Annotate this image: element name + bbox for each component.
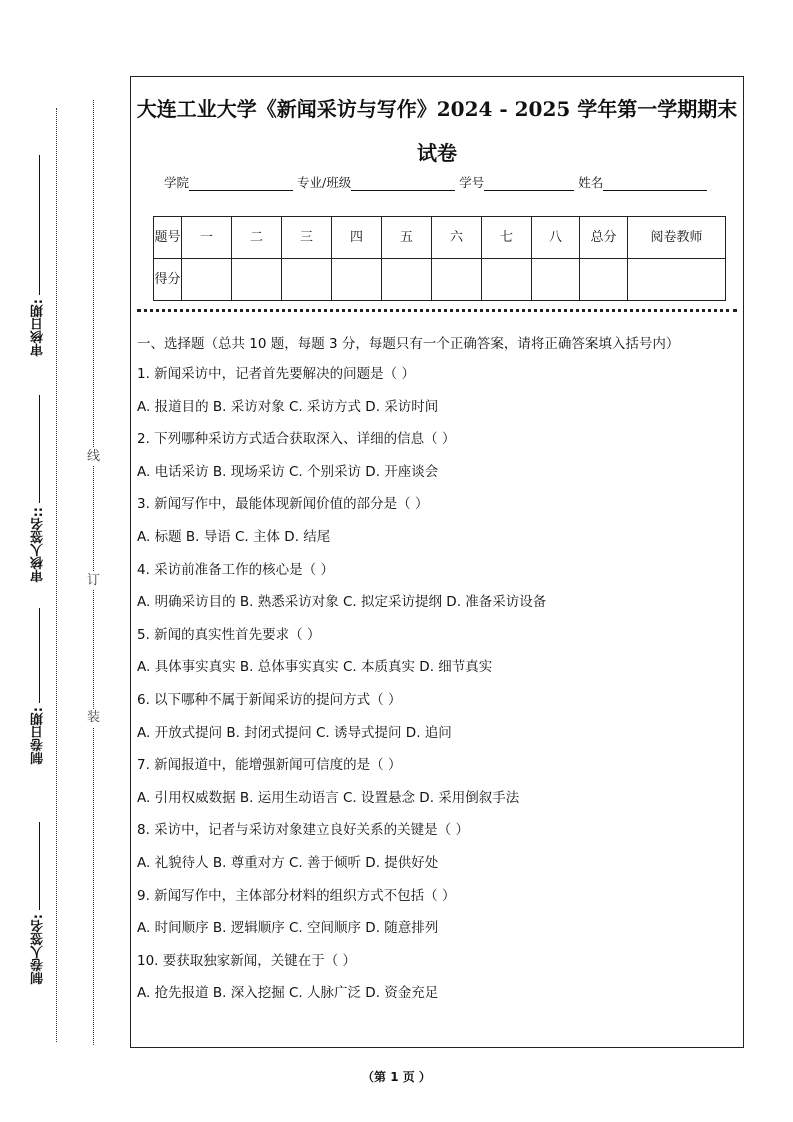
question-8: 8. 采访中，记者与采访对象建立良好关系的关键是（ ）	[137, 822, 469, 839]
header-cell-2: 二	[232, 217, 282, 259]
name-input[interactable]	[603, 176, 707, 191]
college-input[interactable]	[189, 176, 293, 191]
question-2-options: A. 电话采访 B. 现场采访 C. 个别采访 D. 开座谈会	[137, 463, 439, 480]
score-cell[interactable]	[282, 259, 332, 301]
question-5-options: A. 具体事实真实 B. 总体事实真实 C. 本质真实 D. 细节真实	[137, 659, 493, 676]
review-date-field	[28, 155, 50, 356]
score-row-label: 得分	[154, 259, 182, 301]
question-2: 2. 下列哪种采访方式适合获取深入、详细的信息（ ）	[137, 431, 456, 448]
question-4-options: A. 明确采访目的 B. 熟悉采访对象 C. 拟定采访提纲 D. 准备采访设备	[137, 594, 547, 611]
score-cell-total[interactable]	[580, 259, 628, 301]
review-date-line	[39, 155, 40, 295]
question-1-options: A. 报道目的 B. 采访对象 C. 采访方式 D. 采访时间	[137, 398, 439, 415]
paper-maker-signature-line	[39, 822, 40, 910]
header-cell-6: 六	[432, 217, 482, 259]
header-cell-question-no: 题号	[154, 217, 182, 259]
question-9-options: A. 时间顺序 B. 逻辑顺序 C. 空间顺序 D. 随意排列	[137, 920, 439, 937]
question-10-options: A. 抢先报道 B. 深入挖掘 C. 人脉广泛 D. 资金充足	[137, 985, 439, 1002]
header-cell-7: 七	[482, 217, 532, 259]
question-7: 7. 新闻报道中，能增强新闻可信度的是（ ）	[137, 757, 402, 774]
review-date-label: 审核日期:	[31, 299, 46, 357]
question-10: 10. 要获取独家新闻，关键在于（ ）	[137, 952, 357, 969]
major-class-input[interactable]	[351, 176, 455, 191]
student-id-input[interactable]	[484, 176, 574, 191]
header-cell-total: 总分	[580, 217, 628, 259]
header-cell-1: 一	[182, 217, 232, 259]
binding-label-xian: 线	[87, 449, 101, 464]
question-3: 3. 新闻写作中，最能体现新闻价值的部分是（ ）	[137, 496, 429, 513]
score-cell[interactable]	[432, 259, 482, 301]
major-class-label: 专业/班级	[297, 175, 352, 190]
question-7-options: A. 引用权威数据 B. 运用生动语言 C. 设置悬念 D. 采用倒叙手法	[137, 789, 520, 806]
reviewer-signature-field	[28, 395, 50, 582]
paper-date-field	[28, 608, 50, 764]
question-5: 5. 新闻的真实性首先要求（ ）	[137, 626, 321, 643]
score-table	[153, 216, 726, 301]
score-cell[interactable]	[332, 259, 382, 301]
header-cell-8: 八	[532, 217, 580, 259]
page-number: （第 1 页 ）	[362, 1070, 431, 1084]
section-multiple-choice	[137, 333, 737, 1015]
header-cell-3: 三	[282, 217, 332, 259]
student-info-row	[164, 173, 724, 191]
college-label: 学院	[164, 175, 190, 190]
name-label: 姓名	[578, 175, 604, 190]
score-cell[interactable]	[482, 259, 532, 301]
binding-label-zhuang: 装	[87, 710, 101, 725]
score-cell[interactable]	[532, 259, 580, 301]
score-table-score-row	[154, 259, 726, 301]
score-cell[interactable]	[382, 259, 432, 301]
section-heading: 一、选择题（总共 10 题，每题 3 分，每题只有一个正确答案，请将正确答案填入括号内）	[137, 336, 680, 352]
score-cell[interactable]	[182, 259, 232, 301]
score-table-header-row	[154, 217, 726, 259]
header-cell-grader: 阅卷教师	[628, 217, 726, 259]
question-6: 6. 以下哪种不属于新闻采访的提问方式（ ）	[137, 691, 402, 708]
question-6-options: A. 开放式提问 B. 封闭式提问 C. 诱导式提问 D. 追问	[137, 724, 452, 741]
score-cell-grader[interactable]	[628, 259, 726, 301]
reviewer-signature-label: 审核人签名::	[31, 507, 46, 583]
header-cell-4: 四	[332, 217, 382, 259]
question-8-options: A. 礼貌待人 B. 尊重对方 C. 善于倾听 D. 提供好处	[137, 854, 439, 871]
question-4: 4. 采访前准备工作的核心是（ ）	[137, 561, 334, 578]
question-1: 1. 新闻采访中，记者首先要解决的问题是（ ）	[137, 366, 415, 382]
reviewer-signature-line	[39, 395, 40, 503]
exam-title: 大连工业大学《新闻采访与写作》2024 - 2025 学年第一学期期末试卷	[136, 97, 738, 165]
binding-label-ding: 订	[87, 573, 101, 588]
question-9: 9. 新闻写作中，主体部分材料的组织方式不包括（ ）	[137, 887, 456, 904]
score-cell[interactable]	[232, 259, 282, 301]
exam-paper	[130, 76, 744, 1048]
header-cell-5: 五	[382, 217, 432, 259]
binding-dotted-line-outer	[56, 108, 57, 1042]
paper-date-line	[39, 608, 40, 703]
question-3-options: A. 标题 B. 导语 C. 主体 D. 结尾	[137, 528, 331, 545]
paper-maker-signature-label: 制卷人签名:	[31, 914, 46, 985]
paper-date-label: 制卷日期:	[31, 707, 46, 765]
header-separator	[137, 309, 737, 312]
student-id-label: 学号	[459, 175, 485, 190]
paper-maker-signature-field	[28, 822, 50, 984]
